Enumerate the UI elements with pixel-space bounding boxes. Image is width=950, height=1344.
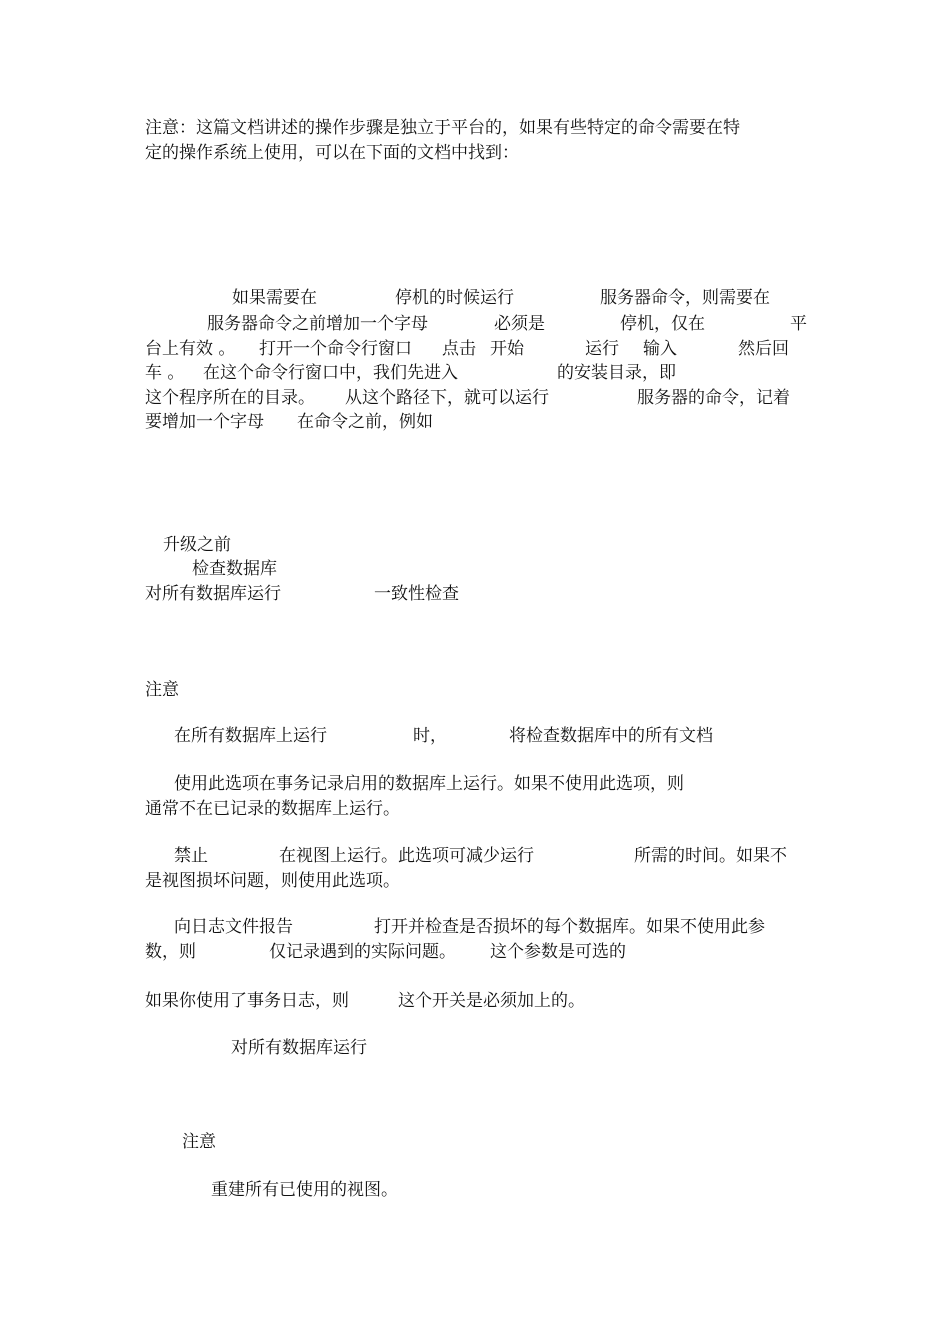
note-text: 对所有数据库运行: [231, 1038, 367, 1058]
note-text: 将检查数据库中的所有文档: [509, 726, 713, 746]
note-text: 时，: [413, 726, 447, 746]
para1-text: 台上有效 。: [145, 339, 236, 359]
para1-text: 在命令之前，例如: [297, 412, 433, 432]
section-subheading: 检查数据库: [192, 559, 277, 579]
para1-text: 点击: [442, 339, 476, 359]
section-heading: 升级之前: [163, 535, 231, 555]
para1-text: 服务器的命令，记着: [637, 388, 790, 408]
note-text: 这个开关是必须加上的。: [398, 991, 585, 1011]
note-title: 注意: [182, 1132, 216, 1152]
note-text: 所需的时间。如果不: [634, 846, 787, 866]
para1-text: 要增加一个字母: [145, 412, 264, 432]
para1-text: 服务器命令之前增加一个字母: [207, 314, 428, 334]
para1-text: 停机，仅在: [620, 314, 705, 334]
note-text: 是视图损坏问题，则使用此选项。: [145, 871, 400, 891]
para1-text: 然后回: [738, 339, 789, 359]
para1-text: 如果需要在: [232, 288, 317, 308]
para1-text: 在这个命令行窗口中，我们先进入: [203, 363, 458, 383]
para1-text: 的安装目录，即: [557, 363, 676, 383]
intro-line-2: 定的操作系统上使用，可以在下面的文档中找到：: [145, 143, 519, 163]
para1-text: 开始: [490, 339, 524, 359]
section-text: 一致性检查: [374, 584, 459, 604]
note-text: 向日志文件报告: [174, 917, 293, 937]
para1-text: 必须是: [494, 314, 545, 334]
para1-text: 输入: [643, 339, 677, 359]
para1-text: 从这个路径下，就可以运行: [345, 388, 549, 408]
note-text: 通常不在已记录的数据库上运行。: [145, 799, 400, 819]
para1-text: 车 。: [145, 363, 185, 383]
note-text: 重建所有已使用的视图。: [211, 1180, 398, 1200]
note-text: 使用此选项在事务记录启用的数据库上运行。如果不使用此选项，则: [174, 774, 684, 794]
note-text: 打开并检查是否损坏的每个数据库。如果不使用此参: [374, 917, 765, 937]
para1-text: 停机的时候运行: [395, 288, 514, 308]
intro-line-1: 注意：这篇文档讲述的操作步骤是独立于平台的，如果有些特定的命令需要在特: [145, 118, 740, 138]
para1-text: 运行: [585, 339, 619, 359]
note-text: 仅记录遇到的实际问题。: [269, 942, 456, 962]
note-text: 数，则: [145, 942, 196, 962]
note-text: 禁止: [174, 846, 208, 866]
note-title: 注意: [145, 680, 179, 700]
note-text: 在视图上运行。此选项可减少运行: [279, 846, 534, 866]
note-text: 在所有数据库上运行: [174, 726, 327, 746]
section-text: 对所有数据库运行: [145, 584, 281, 604]
para1-text: 这个程序所在的目录。: [145, 388, 315, 408]
note-text: 这个参数是可选的: [490, 942, 626, 962]
note-text: 如果你使用了事务日志，则: [145, 991, 349, 1011]
para1-text: 平: [790, 314, 807, 334]
para1-text: 服务器命令，则需要在: [600, 288, 770, 308]
para1-text: 打开一个命令行窗口: [259, 339, 412, 359]
